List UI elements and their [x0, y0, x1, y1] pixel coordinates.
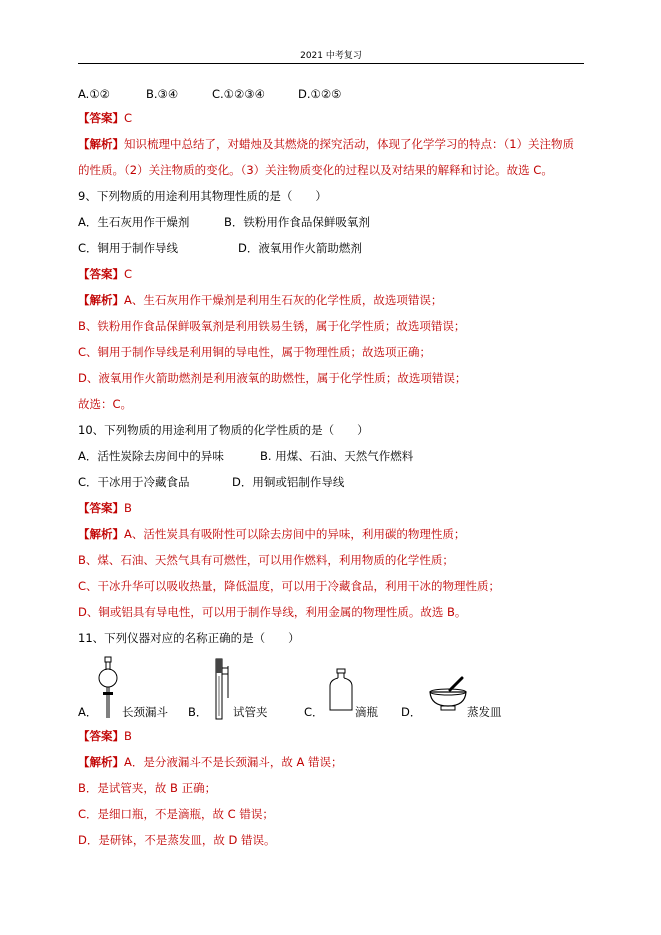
- answer-tag: 【答案】: [78, 501, 124, 515]
- analysis-tag: 【解析】: [78, 755, 124, 769]
- q9-option-a[interactable]: A．生石灰用作干燥剂: [78, 215, 190, 229]
- analysis-text: 知识梳理中总结了，对蜡烛及其燃烧的探究活动，体现了化学学习的特点：（1）关注物质: [124, 137, 575, 151]
- q10-answer: [78, 500, 132, 516]
- q10-option-c[interactable]: C．干冰用于冷藏食品: [78, 475, 190, 489]
- q11-answer: [78, 728, 132, 744]
- header-rule: [78, 63, 584, 64]
- mortar-pestle-icon: [428, 676, 468, 714]
- q11-option-d-name: 蒸发皿: [467, 705, 502, 719]
- q10-analysis-line: [78, 526, 465, 542]
- q8-analysis-line: [78, 136, 574, 152]
- q11-option-a-letter[interactable]: A．: [78, 705, 98, 719]
- q11-analysis-line: D．是研钵，不是蒸发皿，故 D 错误。: [78, 833, 276, 847]
- q11-analysis-line: [78, 754, 343, 770]
- answer-tag: 【答案】: [78, 267, 124, 281]
- analysis-tag: 【解析】: [78, 293, 124, 307]
- q11-option-b-name: 试管夹: [233, 705, 268, 719]
- q9-analysis-line: [78, 292, 442, 308]
- q10-option-d[interactable]: D．用铜或铝制作导线: [232, 475, 345, 489]
- narrow-mouth-bottle-icon: [328, 668, 354, 712]
- q9-option-b[interactable]: B．铁粉用作食品保鲜吸氧剂: [224, 215, 370, 229]
- q11-option-b-letter[interactable]: B．: [188, 705, 208, 719]
- q11-option-c-letter[interactable]: C．: [304, 705, 324, 719]
- q9-stem: 9、下列物质的用途利用其物理性质的是（ ）: [78, 189, 327, 203]
- q10-analysis-line: B、煤、石油、天然气具有可燃性，可以用作燃料，利用物质的化学性质；: [78, 553, 454, 567]
- q8-option-d[interactable]: D.①②⑤: [298, 87, 342, 101]
- answer-value: C: [124, 111, 133, 125]
- analysis-text: A．是分液漏斗不是长颈漏斗，故 A 错误；: [124, 755, 343, 769]
- analysis-text: A、活性炭具有吸附性可以除去房间中的异味，利用碳的物理性质；: [124, 527, 466, 541]
- q10-option-a[interactable]: A．活性炭除去房间中的异味: [78, 449, 224, 463]
- q8-answer: [78, 110, 132, 126]
- q10-analysis-line: D、铜或铝具有导电性，可以用于制作导线，利用金属的物理性质。故选 B。: [78, 605, 467, 619]
- q9-answer: [78, 266, 132, 282]
- page-header: 2021 中考复习: [300, 51, 362, 61]
- answer-value: B: [124, 501, 132, 515]
- q11-stem: 11、下列仪器对应的名称正确的是（ ）: [78, 631, 300, 645]
- analysis-tag: 【解析】: [78, 527, 124, 541]
- q11-option-d-letter[interactable]: D．: [401, 705, 422, 719]
- analysis-tag: 【解析】: [78, 137, 124, 151]
- q11-analysis-line: B．是试管夹，故 B 正确；: [78, 781, 217, 795]
- answer-value: C: [124, 267, 133, 281]
- q9-option-c[interactable]: C．铜用于制作导线: [78, 241, 179, 255]
- q8-option-b[interactable]: B.③④: [146, 87, 179, 101]
- q10-stem: 10、下列物质的用途利用了物质的化学性质的是（ ）: [78, 423, 369, 437]
- separatory-funnel-icon: [95, 656, 121, 720]
- q9-analysis-line: D、液氧用作火箭助燃剂是利用液氧的助燃性，属于化学性质；故选项错误；: [78, 371, 467, 385]
- answer-value: B: [124, 729, 132, 743]
- q9-analysis-line: B、铁粉用作食品保鲜吸氧剂是利用铁易生锈，属于化学性质；故选项错误；: [78, 319, 466, 333]
- answer-tag: 【答案】: [78, 729, 124, 743]
- analysis-text: A、生石灰用作干燥剂是利用生石灰的化学性质，故选项错误；: [124, 293, 443, 307]
- q9-analysis-line: 故选：C。: [78, 397, 133, 411]
- q11-option-c-name: 滴瓶: [355, 705, 378, 719]
- q9-analysis-line: C、铜用于制作导线是利用铜的导电性，属于物理性质；故选项正确；: [78, 345, 432, 359]
- q11-option-a-name: 长颈漏斗: [122, 705, 168, 719]
- q11-analysis-line: C．是细口瓶，不是滴瓶，故 C 错误；: [78, 807, 274, 821]
- q10-option-b[interactable]: B. 用煤、石油、天然气作燃料: [260, 449, 414, 463]
- q10-analysis-line: C、干冰升华可以吸收热量，降低温度，可以用于冷藏食品，利用干冰的物理性质；: [78, 579, 501, 593]
- answer-tag: 【答案】: [78, 111, 124, 125]
- q8-option-a[interactable]: A.①②: [78, 87, 110, 101]
- q8-analysis-line: 的性质。（2）关注物质的变化。（3）关注物质变化的过程以及对结果的解释和讨论。故选 C。: [78, 163, 553, 177]
- test-tube-holder-icon: [212, 658, 232, 720]
- q9-option-d[interactable]: D．液氧用作火箭助燃剂: [238, 241, 362, 255]
- q8-option-c[interactable]: C.①②③④: [212, 87, 265, 101]
